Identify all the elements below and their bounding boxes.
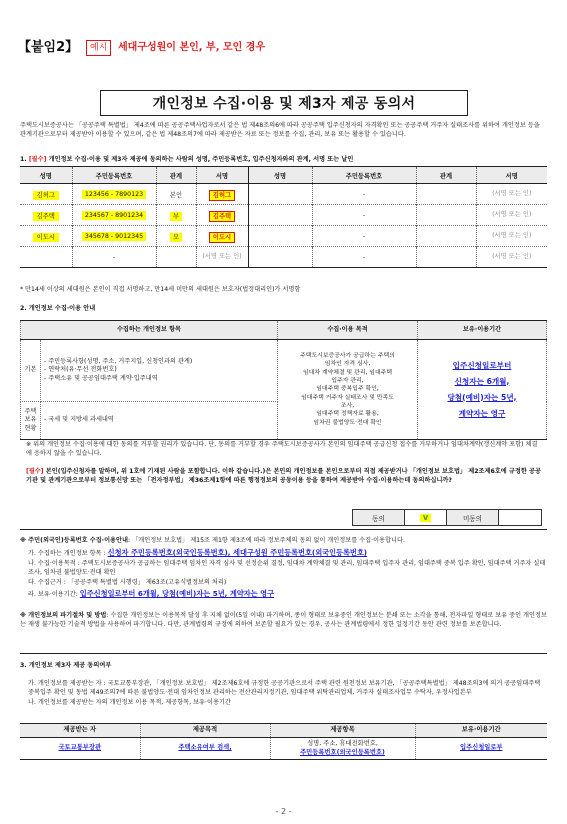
provision-period: 입주신청일로부 (459, 744, 503, 752)
table-row: 이도시 345678 - 9012345 모 이도시 - (서명 또는 인) (20, 226, 547, 247)
section1-heading: 1. [필수] 개인정보 수집·이용 및 제3자 제공에 동의하는 사람의 성명, 주민등록번호, 입주신청자와의 관계, 서명 또는 날인 (20, 156, 354, 163)
member-name: 김허그 (33, 191, 59, 200)
basic-items: - 주민등록사항(성명, 주소, 거주지입, 신청인과의 관계) - 연락처(유·무선 전화번호) - 주택소유 및 공공임대주택 계약·입주내역 (41, 340, 278, 402)
member-name: 김주택 (33, 212, 59, 221)
member-rrn: 123456 - 7890123 (82, 190, 146, 199)
example-label: 예시 (86, 40, 111, 56)
provision-purpose: 주택소유여부 검색, (178, 744, 232, 752)
divider (20, 653, 547, 654)
recipient: 국토교통부장관 (58, 744, 102, 752)
retention-period: 입주신청일로부터 신청자는 6개월, 당첨(예비)자는 5년, 계약자는 영구 (418, 340, 547, 440)
col-name-2: 성명 (248, 167, 312, 184)
consent-choice (352, 509, 542, 526)
agree-checkbox[interactable] (405, 510, 447, 525)
col-rrn: 주민등록번호 (72, 167, 156, 184)
third-party-section: 가. 개인정보를 제공받는 자 : 국토교통부장관, 「개인정보 보호법」 제2조제6호에 규정한 공공기관으로서 주택 관련 원천정보 보유기관, 「공공주택특별법」 제48조의3에 의거 공공임대주택 중복입주 확인 및 동법 제49조의7에 따른 불법양도·전대 임차인정보 관리하는 전산관리지정기관, 임대주택 위탁관리업체, 거주자 실태조사업무 수탁자, 우정사업본부 나. 개인정보를 제공받는 자의 개인정보 이용 목적, 제공항목, 보유·이용기간 (28, 680, 541, 707)
collection-usage-table (20, 320, 547, 440)
member-relation: 본인 (156, 184, 196, 205)
basic-label: 기본 (21, 340, 41, 402)
member-relation: 부 (170, 212, 182, 221)
col-relation: 관계 (156, 167, 196, 184)
purpose-list: 주택도시보증공사가 공급하는 주택의 임차인 자격 심사, 임대차 계약체결 및 관리, 임대주택 입주자 관리, 임대주택 중복입주 확인, 임대주택 거주자 실태조사 및 만족도 조사, 임대주택 정책자료 활용, 임차권 불법양도·전대 확인 (278, 340, 418, 440)
col-rrn-2: 주민등록번호 (312, 167, 416, 184)
col-items: 수집하는 개인정보 항목 (21, 321, 278, 340)
section3-heading: 3. 개인정보 제3자 제공 동의여부 (20, 662, 112, 669)
section1-note: * 만14세 이상의 세대원은 본인이 직접 서명하고, 만14세 미만의 세대원은 보호자(법정대리인)가 서명함 (20, 286, 301, 293)
col-relation-2: 관계 (416, 167, 476, 184)
check-mark-icon: V (420, 514, 431, 522)
intro-paragraph: 주택도시보증공사는 「공공주택 특별법」 제4조에 따른 공공주택사업자로서 같은 법 제48조의6에 따라 공공주택 입주신청자의 자격확인 또는 공공주택 거주자 실태조사를 위하여 개인정보 등을 관계기관으로부터 제공받아 이용할 수 있으며, 같은 법 제48조의7에 따라 제공받은 자료 또는 정보를 수집, 관리, 보유 또는 활용할 수 있습니다. (20, 122, 540, 138)
attachment-tag: 【붙임2】 (18, 40, 79, 55)
table-row: 김주택 234567 - 8901234 부 김주택 - (서명 또는 인) (20, 205, 547, 226)
member-signature: 김허그 (209, 190, 235, 201)
disagree-checkbox[interactable] (499, 510, 541, 525)
member-signature: 이도시 (209, 232, 235, 243)
housing-items: - 국세 및 지방세 과세내역 (41, 402, 278, 440)
section2-heading: 2. 개인정보 수집·이용 안내 (20, 305, 96, 312)
third-party-table: 제공받는 자 제공목적 제공항목 보유·이용기간 국토교통부장관 주택소유여부 검색, 성명, 주소, 휴대전화번호, 주민등록번호(외국인등록번호) 입주신청일로부 (20, 723, 547, 760)
collected-items: 신청자 주민등록번호(외국인등록번호), 세대구성원 주민등록번호(외국인등록번호) (107, 547, 368, 557)
provided-items: 주민등록번호(외국인등록번호) (300, 748, 385, 756)
table-row: 김허그 123456 - 7890123 본인 김허그 - (서명 또는 인) (20, 184, 547, 205)
refusal-note: ※ 위의 개인정보 수집·이용에 대한 동의를 거부할 권리가 있습니다. 단, 동의를 거부할 경우 주택도시보증공사가 본인의 임대주택 공급신청 접수를 거부하거나 임대차계약(갱신계약 포함) 체결에 응하지 않을 수 있습니다. (26, 441, 538, 457)
col-period: 보유·이용기간 (418, 321, 547, 340)
example-description: 세대구성원이 본인, 부, 모인 경우 (118, 42, 266, 53)
page-number: - 2 - (275, 807, 292, 816)
signature-placeholder: (서명 또는 인) (476, 226, 547, 247)
housing-label: 주택 보유 현황 (21, 402, 41, 440)
member-rrn: 345678 - 9012345 (82, 232, 146, 241)
document-title: 개인정보 수집·이용 및 제3자 제공 동의서 (100, 90, 468, 116)
signature-placeholder: (서명 또는 인) (476, 184, 547, 205)
col-purpose: 수집·이용 목적 (278, 321, 418, 340)
rrn-usage-section: ※ 주민(외국인)등록번호 수집·이용안내: 「개인정보 보호법」 제15조 제1항 제3조에 따라 정보주체의 동의 없이 개인정보를 수집·이용합니다. 가. 수집하는 개인정보 항목 : 신청자 주민등록번호(외국인등록번호), 세대구성원 주민등록번호(외국인등록번호) 나. 수집·이용목적 : 주택도시보증공사가 공급하는 임대주택 임차인 자격 심사 및 선정순위 결정, 임대차 계약체결 및 관리, 임대주택 입주자 관리, 임대주택 중복 입주 확인, 임대주택 거주자 실태조사, 임차권 불법양도·전대 확인 다. 수집근거 : 「공공주택 특별법 시행령」 제63조(고유식별정보의 처리) 라. 보유·이용기간: 입주신청일로부터 6개월, 당첨(예비)자는 5년, 계약자는 영구 (20, 537, 546, 598)
member-relation: 모 (170, 233, 182, 242)
table-row: - (서명 또는 인) - (서명 또는 인) (20, 247, 547, 268)
signature-placeholder: (서명 또는 인) (476, 205, 547, 226)
member-rrn: 234567 - 8901234 (82, 211, 146, 220)
table-row: 국토교통부장관 주택소유여부 검색, 성명, 주소, 휴대전화번호, 주민등록번호(외국인등록번호) 입주신청일로부 (20, 738, 547, 760)
col-sign: 서명 (196, 167, 248, 184)
member-name: 이도시 (33, 233, 59, 242)
destruction-section: ※ 개인정보의 파기절차 및 방법: 수집한 개인정보는 이용목적 달성 후 지체 없이(5일 이내) 파기하며, 종이 형태로 보유중인 개인정보는 분쇄 또는 소각을 통해, 전자파일 형태로 보유 중인 개인정보는 재생 불가능한 기술적 방법을 사용하여 파기합니다. 다만, 관계법령의 규정에 의하여 보존할 필요가 있는 경우, 공사는 관계법령에서 정한 일정기간 동안 관련 정보를 보존합니다. (20, 612, 547, 628)
divider (20, 529, 547, 530)
consent-question: [필수] 본인(입주신청자를 말하며, 위 1호에 기재된 사람을 포함합니다. 이하 같습니다.)은 본인의 개인정보를 본인으로부터 직접 제공받거나 「개인정보 보호법」 제2조제6호에 규정한 공공기관 및 관계기관으로부터 정보통신망 또는 「전자정부법」 제36조제1항에 따른 행정정보의 공동이용 등을 통하여 제공받아 수집·이용하는데 동의하십니까? (26, 468, 541, 484)
signature-placeholder: (서명 또는 인) (476, 247, 547, 268)
col-name: 성명 (20, 167, 72, 184)
agree-label: 동의 (353, 510, 405, 525)
retention-period-2: 입주신청일로부터 6개월, 당첨(예비)자는 5년, 계약자는 영구 (79, 588, 275, 598)
consent-signature-table (20, 166, 547, 268)
col-sign-2: 서명 (476, 167, 547, 184)
disagree-label: 미동의 (447, 510, 499, 525)
signature-placeholder: (서명 또는 인) (196, 247, 248, 268)
member-signature: 김주택 (209, 211, 235, 222)
